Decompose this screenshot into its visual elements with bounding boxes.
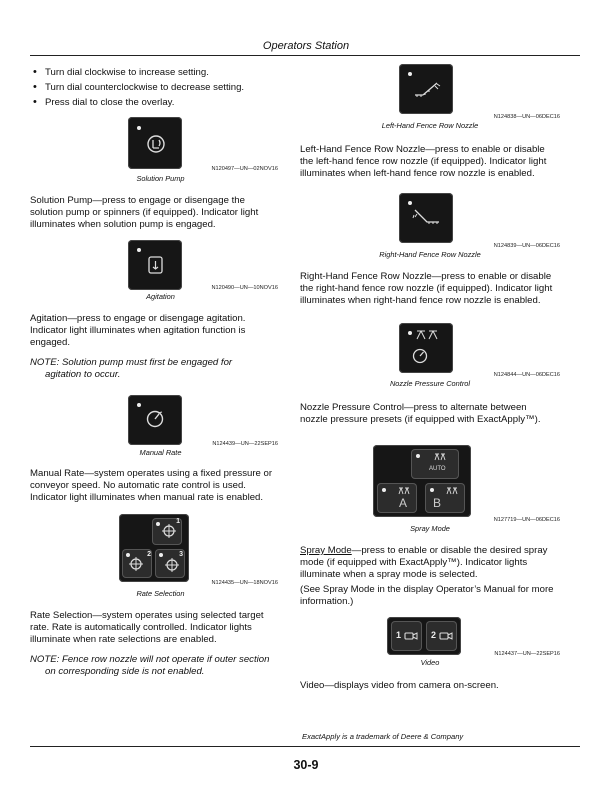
- indicator-light: [156, 522, 160, 526]
- agitation-icon: [146, 254, 166, 276]
- manual-rate-icon: [144, 408, 166, 430]
- rate-selection-figure: [119, 514, 189, 582]
- note-line: agitation to occur.: [45, 369, 121, 380]
- left-fence-nozzle-icon: [413, 77, 441, 99]
- rate-target-icon: [128, 556, 144, 572]
- video-camera-2-key: [426, 621, 457, 651]
- figure-caption: Left-Hand Fence Row Nozzle: [381, 121, 479, 130]
- camera-icon: [404, 631, 418, 641]
- instruction-list: [32, 65, 292, 110]
- rate-selection-description: Rate Selection—system operates using selected target rate. Rate is automatically controlled. Indicator lights illuminate when rate selections are enabled.: [30, 610, 264, 645]
- figure-caption: Solution Pump: [136, 174, 185, 183]
- solution-pump-figure: [128, 117, 182, 169]
- rate-target-icon: [164, 557, 180, 573]
- video-camera-1-key: [391, 621, 422, 651]
- video-description: Video—displays video from camera on-screen.: [300, 680, 499, 691]
- spray-nozzle-icon: [445, 486, 459, 496]
- spray-mode-a-label: A: [399, 496, 408, 510]
- figure-caption: Manual Rate: [139, 448, 182, 457]
- spray-mode-auto-key: [411, 449, 459, 479]
- indicator-light: [416, 454, 420, 458]
- figure-code: N120490—UN—10NOV16: [211, 285, 278, 291]
- figure-code: N124844—UN—06DEC16: [493, 372, 560, 378]
- video-key-label: 1: [396, 630, 402, 640]
- page-number: 30-9: [293, 758, 319, 772]
- header-rule: [30, 55, 580, 56]
- rate-key-3: [155, 549, 185, 578]
- note-line: NOTE: Solution pump must first be engaged for: [30, 357, 233, 368]
- rh-fence-description: Right-Hand Fence Row Nozzle—press to enable or disable the right-hand fence row nozzle (if equipped). Indicator light illuminates when right-hand fence row nozzle is enabled.: [300, 271, 553, 306]
- instruction-item: • Turn dial clockwise to increase setting.: [32, 65, 292, 80]
- figure-caption: Right-Hand Fence Row Nozzle: [379, 250, 481, 259]
- rate-key-label: 3: [179, 551, 183, 558]
- agitation-note: [30, 357, 290, 381]
- rate-key-label: 2: [147, 551, 151, 558]
- indicator-light: [408, 331, 412, 335]
- spray-mode-description: [300, 545, 555, 581]
- note-line: on corresponding side is not enabled.: [45, 666, 205, 677]
- trademark-notice: ExactApply is a trademark of Deere & Company: [302, 732, 464, 741]
- indicator-light: [137, 403, 141, 407]
- spray-mode-b-key: [425, 483, 465, 513]
- figure-caption: Spray Mode: [410, 524, 450, 533]
- video-key-label: 2: [431, 630, 437, 640]
- indicator-light: [408, 72, 412, 76]
- indicator-light: [382, 488, 386, 492]
- section-title: Operators Station: [262, 40, 350, 52]
- indicator-light: [430, 488, 434, 492]
- spray-mode-text: —press to enable or disable the desired spray mode (if equipped with ExactApply™). Indicator lights illuminate when a spray mode is selected.: [300, 545, 548, 580]
- figure-code: N124838—UN—06DEC16: [493, 114, 560, 120]
- spray-nozzle-icon: [397, 486, 411, 496]
- figure-code: N120497—UN—02NOV16: [211, 166, 278, 172]
- gauge-icon: [411, 347, 429, 365]
- solution-pump-icon: [145, 133, 167, 155]
- spray-mode-figure: [373, 445, 471, 517]
- spray-mode-b-label: B: [433, 496, 442, 510]
- figure-code: N124437—UN—22SEP16: [494, 651, 560, 657]
- instruction-item: • Turn dial counterclockwise to decrease setting.: [32, 80, 292, 95]
- note-line: NOTE: Fence row nozzle will not operate if outer section: [30, 654, 270, 665]
- figure-code: N124839—UN—06DEC16: [493, 243, 560, 249]
- instruction-item: • Press dial to close the overlay.: [32, 95, 292, 110]
- rate-key-label: 1: [176, 518, 180, 525]
- solution-pump-description: Solution Pump—press to engage or disengage the solution pump or spinners (if equipped). Indicator light illuminates when solution pump is engaged.: [30, 195, 259, 230]
- agitation-description: Agitation—press to engage or disengage agitation. Indicator light illuminates when agitation function is engaged.: [30, 313, 246, 348]
- figure-caption: Video: [420, 658, 440, 667]
- camera-icon: [439, 631, 453, 641]
- nozzle-pressure-icon: [415, 329, 441, 341]
- spray-nozzle-icon: [433, 452, 447, 462]
- spray-mode-reference: (See Spray Mode in the display Operator’s Manual for more information.): [300, 584, 554, 607]
- spray-mode-a-key: [377, 483, 417, 513]
- indicator-light: [159, 553, 163, 557]
- rate-target-icon: [161, 523, 177, 539]
- figure-code: N124439—UN—22SEP16: [212, 441, 278, 447]
- rate-key-2: [122, 549, 152, 578]
- spray-mode-auto-label: AUTO: [429, 466, 446, 472]
- indicator-light: [137, 126, 141, 130]
- right-fence-nozzle-icon: [411, 206, 441, 228]
- spray-mode-link[interactable]: Spray Mode: [300, 545, 352, 556]
- agitation-figure: [128, 240, 182, 290]
- indicator-light: [408, 201, 412, 205]
- lh-fence-description: Left-Hand Fence Row Nozzle—press to enable or disable the left-hand fence row nozzle (if equipped). Indicator light illuminates when left-hand fence row nozzle is enabled.: [300, 144, 547, 179]
- figure-caption: Agitation: [146, 292, 175, 301]
- indicator-light: [137, 248, 141, 252]
- nozzle-pressure-description: Nozzle Pressure Control—press to alternate between nozzle pressure presets (if equipped with ExactApply™).: [300, 402, 541, 425]
- figure-caption: Rate Selection: [136, 589, 185, 598]
- figure-code: N127719—UN—06DEC16: [493, 517, 560, 523]
- lh-fence-figure: [399, 64, 453, 114]
- rate-key-1: [152, 518, 182, 545]
- manual-rate-description: Manual Rate—system operates using a fixed pressure or conveyor speed. No automatic rate control is used. Indicator light illuminates when manual rate is enabled.: [30, 468, 273, 503]
- video-figure: [387, 617, 461, 655]
- manual-rate-figure: [128, 395, 182, 445]
- figure-caption: Nozzle Pressure Control: [389, 379, 471, 388]
- footer-rule: [30, 746, 580, 747]
- nozzle-pressure-figure: [399, 323, 453, 373]
- figure-code: N124435—UN—18NOV16: [211, 580, 278, 586]
- rh-fence-figure: [399, 193, 453, 243]
- rate-selection-note: [30, 654, 295, 678]
